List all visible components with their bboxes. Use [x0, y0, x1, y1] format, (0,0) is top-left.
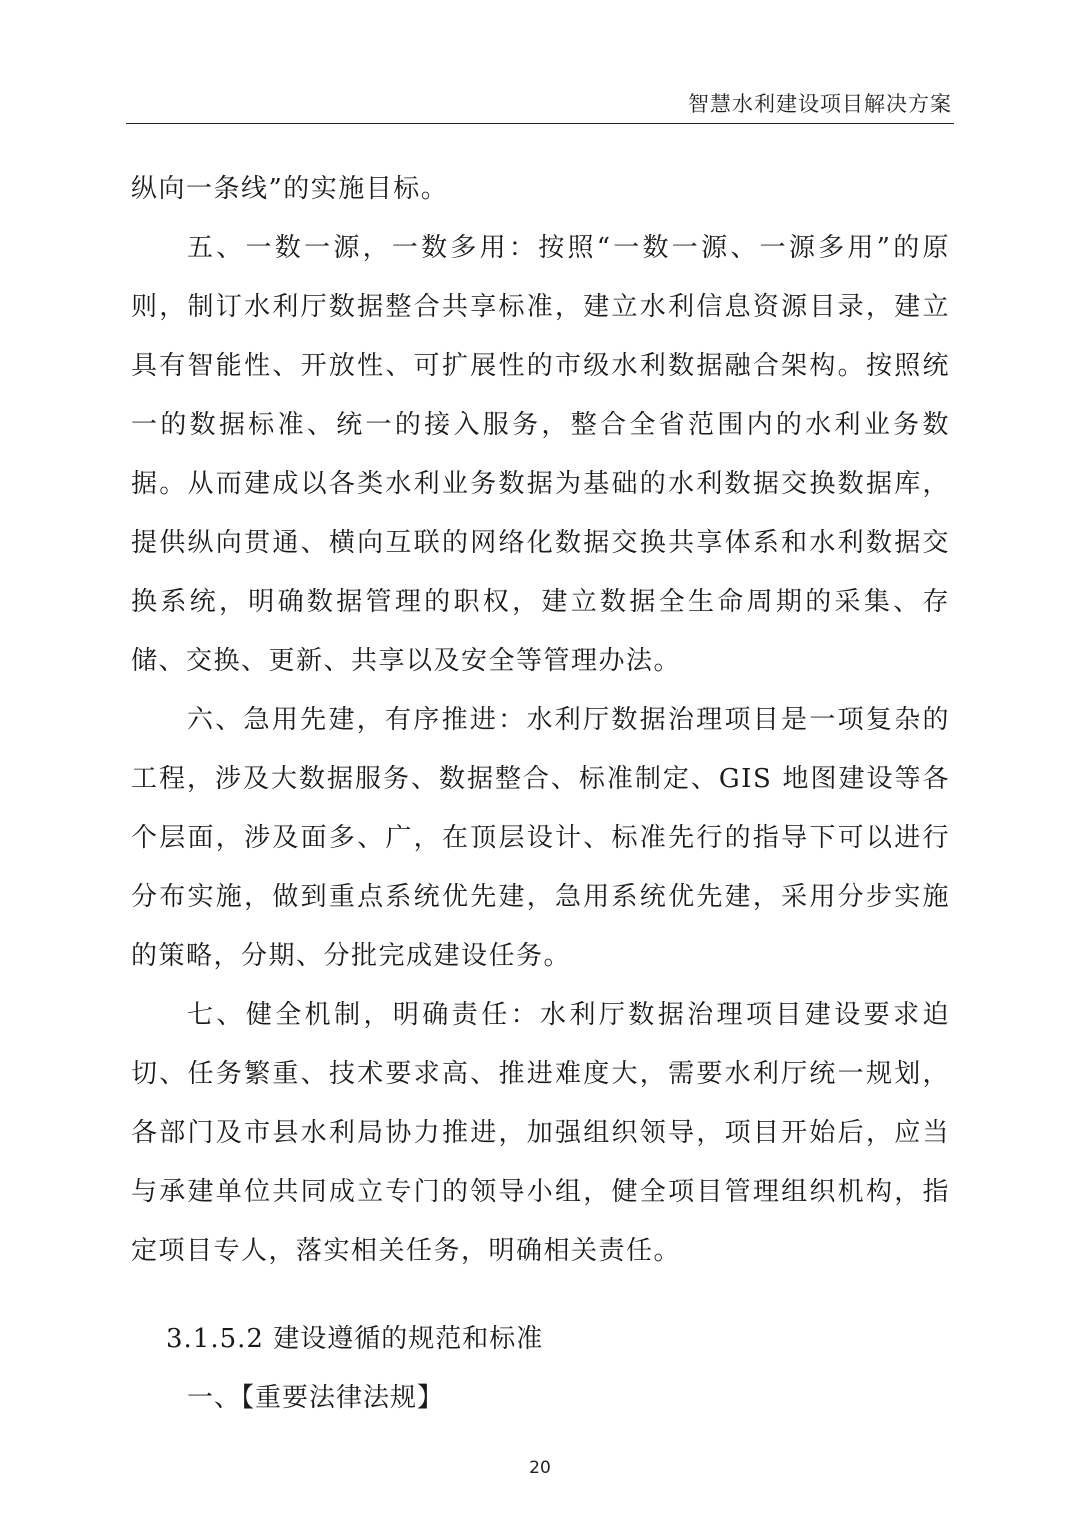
sub-heading: 一、【重要法律法规】 — [187, 1383, 445, 1413]
header-title: 智慧水利建设项目解决方案 — [688, 92, 952, 116]
paragraph-principle-5: 五、一数一源，一数多用：按照“一数一源、一源多用”的原则，制订水利厅数据整合共享标准，建立水利信息资源目录，建立具有智能性、开放性、可扩展性的市级水利数据融合架构。按照统一的数据标准、统一的接入服务，整合全省范围内的水利业务数据。从而建成以各类水利业务数据为基础的水利数据交换数据库，提供纵向贯通、横向互联的网络化数据交换共享体系和水利数据交换系统，明确数据管理的职权，建立数据全生命周期的采集、存储、交换、更新、共享以及安全等管理办法。 — [131, 233, 950, 676]
page-number: 20 — [529, 1458, 551, 1478]
paragraph-principle-6: 六、急用先建，有序推进：水利厅数据治理项目是一项复杂的工程，涉及大数据服务、数据整合、标准制定、GIS 地图建设等各个层面，涉及面多、广，在顶层设计、标准先行的指导下可以进行分布实施，做到重点系统优先建，急用系统优先建，采用分步实施的策略，分期、分批完成建设任务。 — [131, 705, 950, 971]
section-heading: 3.1.5.2 建设遵循的规范和标准 — [166, 1324, 544, 1354]
document-body — [131, 160, 950, 1428]
header-divider — [126, 123, 954, 124]
paragraph-principle-7: 七、健全机制，明确责任：水利厅数据治理项目建设要求迫切、任务繁重、技术要求高、推进难度大，需要水利厅统一规划，各部门及市县水利局协力推进，加强组织领导，项目开始后，应当与承建单位共同成立专门的领导小组，健全项目管理组织机构，指定项目专人，落实相关任务，明确相关责任。 — [131, 1000, 950, 1266]
paragraph-continuation: 纵向一条线”的实施目标。 — [131, 174, 449, 204]
